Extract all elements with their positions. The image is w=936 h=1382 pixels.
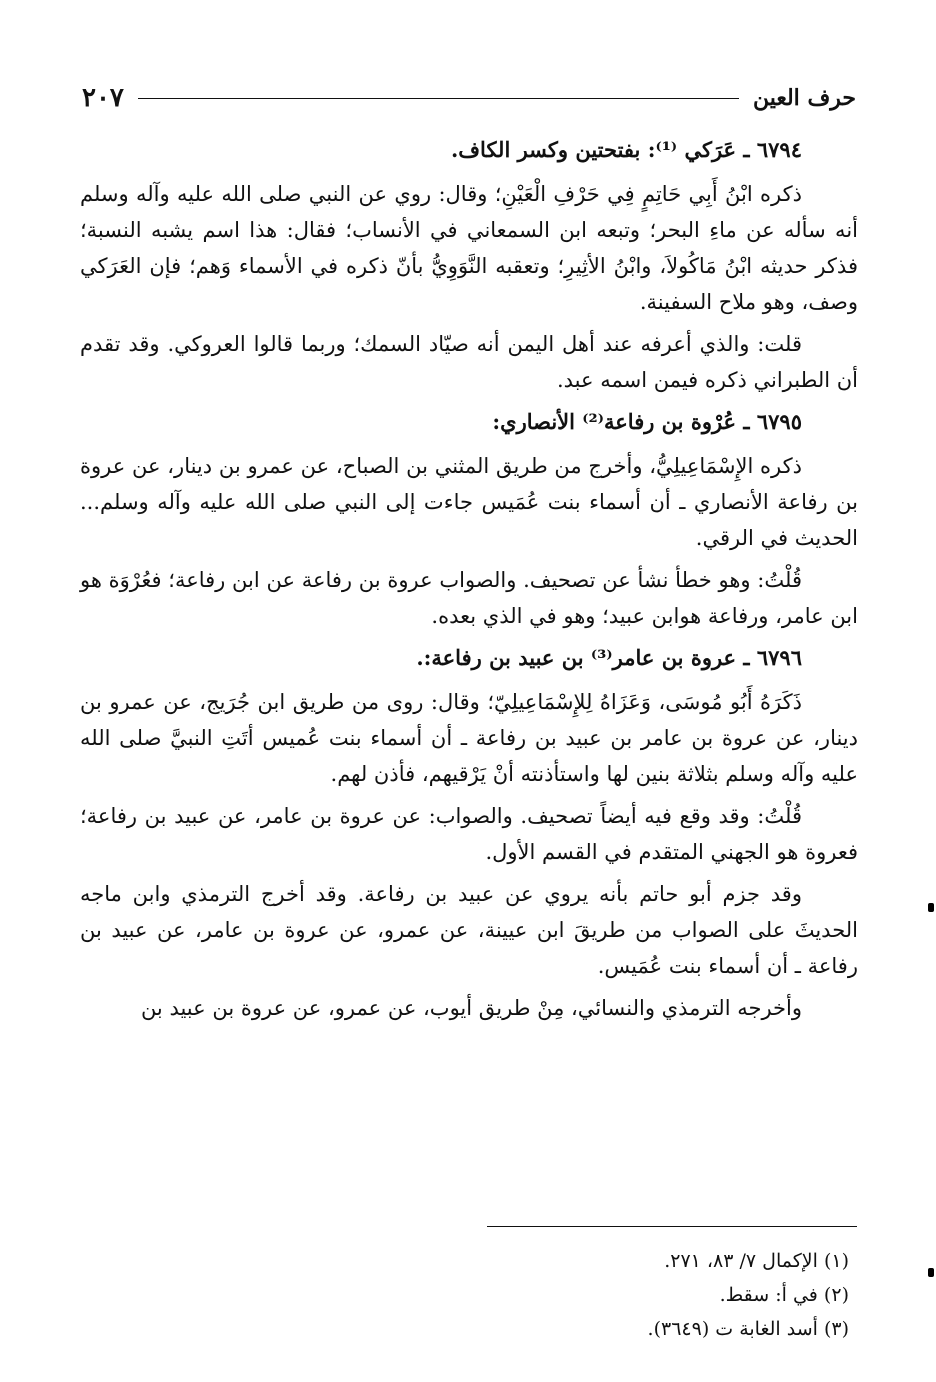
- page-header: [82, 78, 856, 118]
- footnotes: [80, 1244, 849, 1346]
- header-rule: [138, 98, 739, 99]
- entry-6794-paragraph: قلت: والذي أعرفه عند أهل اليمن أنه صيّاد السمك؛ وربما قالوا العروكي. وقد تقدم أن الطبراني ذكره فيمن اسمه عبد.: [80, 332, 858, 392]
- running-title: حرف العين: [752, 85, 856, 111]
- entry-title-6796: ٦٧٩٦ ـ عروة بن عامر⁽³⁾ بن عبيد بن رفاعة:.: [416, 645, 802, 670]
- entry-6796-paragraph: وقد جزم أبو حاتم بأنه يروي عن عبيد بن رفاعة. وقد أخرج الترمذي وابن ماجه الحديثَ على الصواب من طريقَ ابن عيينة، عن عمرو، عن عروة بن عامر، عن عبيد بن رفاعة ـ أن أسماء بنت عُمَيس.: [80, 882, 858, 978]
- entry-6796-paragraph: ذَكَرَهُ أَبُو مُوسَى، وَعَزَاهُ لِلإِسْمَاعِيلِيّ؛ وقال: روى من طريق ابن جُرَيج، عن عمرو بن دينار، عن عروة بن عامر بن عبيد بن رفاعة ـ أن أسماء بنت عُميس أتَتِ النبيَّ صلى الله عليه وآله وسلم بثلاثة بنين لها واستأذنته أنْ يَرْقيهم، فأذن لهم.: [80, 690, 858, 786]
- entry-6796-paragraph: قُلْتُ: وقد وقع فيه أيضاً تصحيف. والصواب: عن عروة بن عامر، عن عبيد بن رفاعة؛ فعروة هو الجهني المتقدم في القسم الأول.: [80, 804, 858, 864]
- entry-6795-paragraph: ذكره الإِسْمَاعِيلِيُّ، وأخرج من طريق المثني بن الصباح، عن عمرو بن دينار، عن عروة بن رفاعة الأنصاري ـ أن أسماء بنت عُمَيس جاءت إلى النبي صلى الله عليه وآله وسلم... الحديث في الرقي.: [80, 454, 858, 550]
- footnote-3: (٣) أسد الغابة ت (٣٦٤٩).: [647, 1318, 849, 1340]
- footnote-separator: [487, 1226, 857, 1227]
- entry-title-6795: ٦٧٩٥ ـ عُرْوة بن رفاعة⁽²⁾ الأنصاري:: [492, 409, 802, 434]
- page-body: [80, 132, 858, 1032]
- entry-title-6794: ٦٧٩٤ ـ عَرَكي ⁽¹⁾: بفتحتين وكسر الكاف.: [450, 137, 802, 162]
- entry-6795-paragraph: قُلْتُ: وهو خطأ نشأ عن تصحيف. والصواب عروة بن رفاعة عن ابن رفاعة؛ فعُرْوَة هو ابن عامر، ورفاعة هوابن عبيد؛ وهو في الذي بعده.: [80, 568, 858, 628]
- scan-edge-mark: [928, 1268, 934, 1277]
- footnote-1: (١) الإكمال ٧/ ٨٣، ٢٧١.: [664, 1250, 849, 1272]
- entry-6796-paragraph: وأخرجه الترمذي والنسائي، مِنْ طريق أيوب، عن عمرو، عن عروة بن عبيد بن: [140, 996, 802, 1020]
- entry-6794-paragraph: ذكره ابْنُ أَبِي حَاتِمٍ فِي حَرْفِ الْعَيْنِ؛ وقال: روي عن النبي صلى الله عليه وآله وسلم أنه سأله عن ماءِ البحر؛ وتبعه ابن السمعاني في الأنساب؛ فقال: هذا اسم يشبه النسبة؛ فذكر حديثه ابْنُ مَاكُولاَ، وابْنُ الأثِيرِ؛ وتعقبه النَّوَوِيُّ بأنّ ذكره في الأسماء وَهم؛ فإن العَرَكي وصف، وهو ملاح السفينة.: [80, 182, 858, 314]
- scan-edge-mark: [928, 903, 934, 912]
- page-number: ٢٠٧: [82, 83, 124, 113]
- footnote-2: (٢) في أ: سقط.: [719, 1284, 849, 1306]
